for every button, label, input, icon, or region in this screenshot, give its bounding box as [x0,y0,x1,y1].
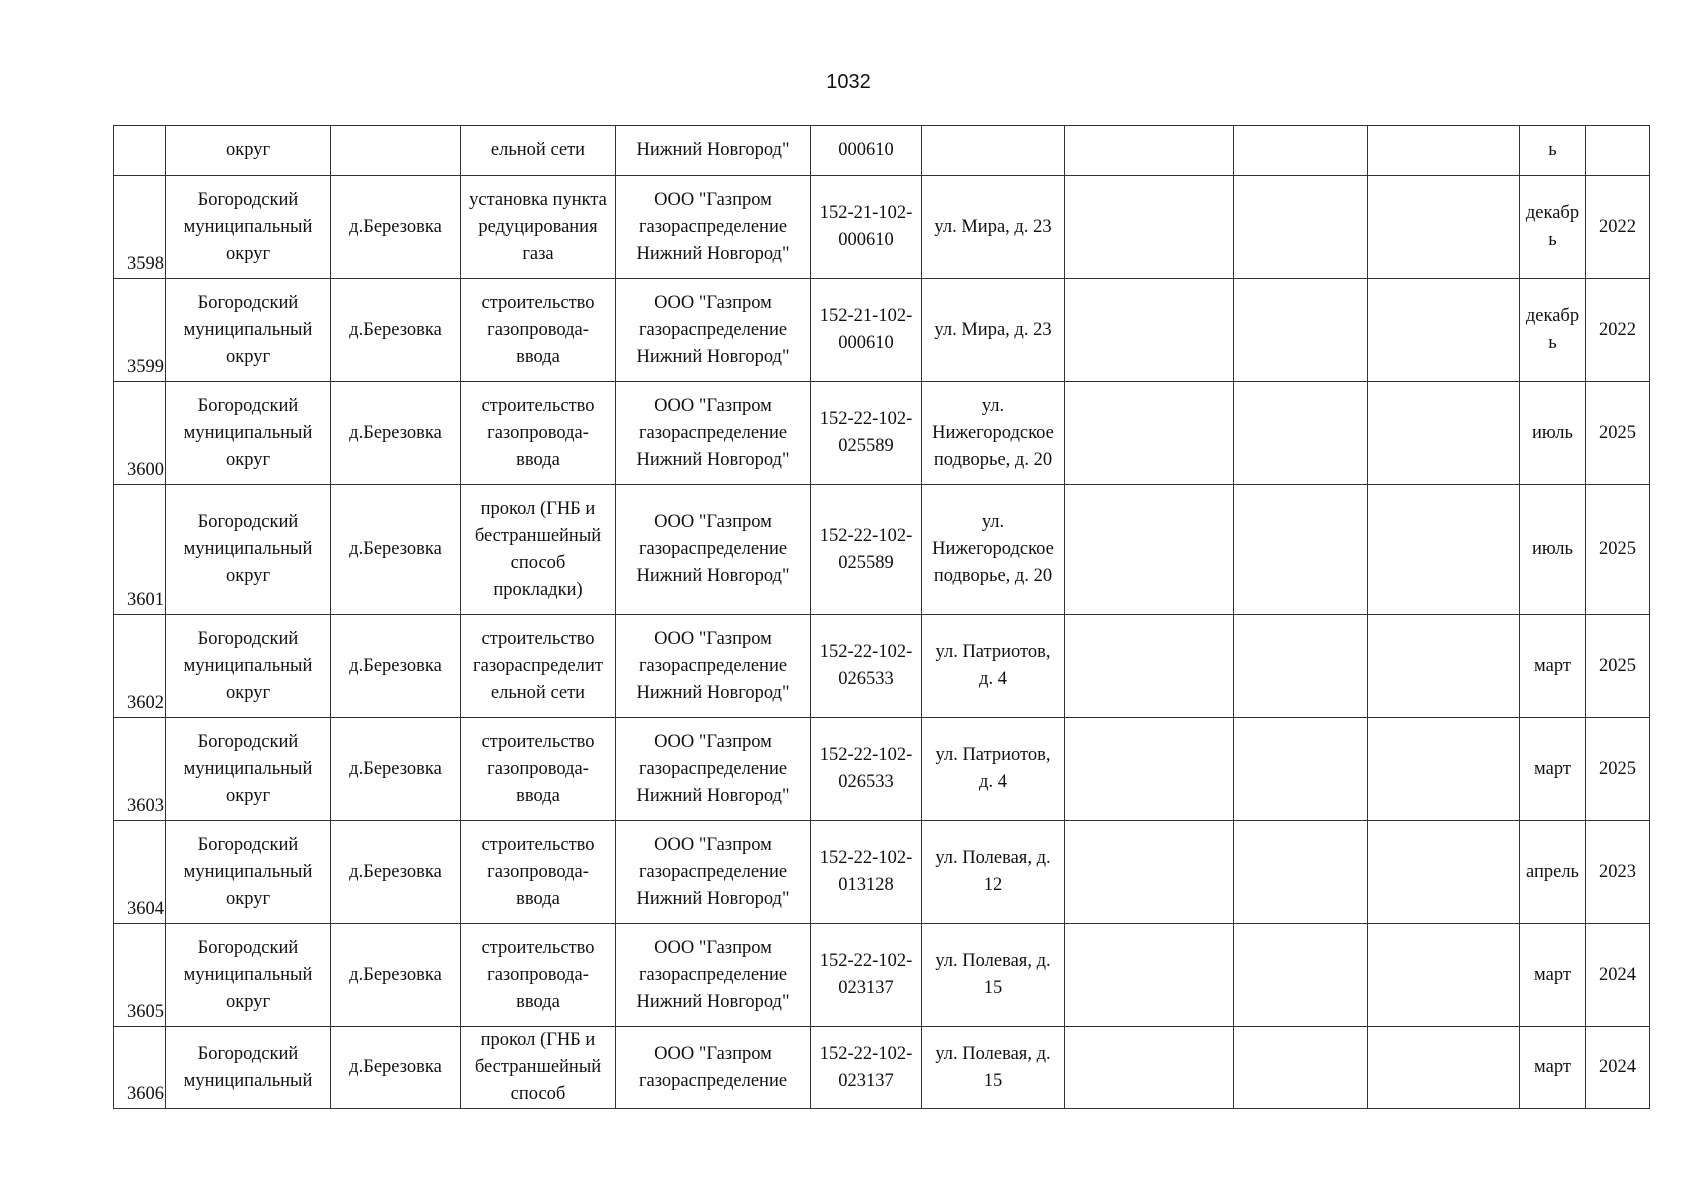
cell-year: 2023 [1586,821,1650,924]
cell-year: 2025 [1586,382,1650,485]
cell-empty [1065,924,1234,1027]
cell-year [1586,126,1650,176]
cell-organization: ООО "Газпром газораспределение Нижний Новгород" [616,821,811,924]
cell-address: ул. Полевая, д. 15 [922,924,1065,1027]
cell-empty [1234,821,1368,924]
cell-number: 3601 [114,485,166,615]
cell-organization: ООО "Газпром газораспределение Нижний Новгород" [616,485,811,615]
table-row-partial [114,126,1650,176]
cell-month: июль [1520,382,1586,485]
cell-district: Богородский муниципальный округ [166,924,331,1027]
cell-empty [1234,924,1368,1027]
cell-district: Богородский муниципальный округ [166,279,331,382]
cell-month: март [1520,718,1586,821]
cell-district: Богородский муниципальный округ [166,615,331,718]
cell-work: строительство газопровода- ввода [461,924,616,1027]
cell-empty [1065,615,1234,718]
cell-empty [1065,126,1234,176]
cell-settlement [331,126,461,176]
cell-month: декабр ь [1520,279,1586,382]
cell-empty [1234,485,1368,615]
cell-empty [1368,821,1520,924]
cell-district: Богородский муниципальный округ [166,176,331,279]
table-row [114,485,1650,615]
cell-settlement: д.Березовка [331,821,461,924]
cell-work: установка пункта редуцирования газа [461,176,616,279]
table-row [114,821,1650,924]
cell-empty [1368,126,1520,176]
cell-month: март [1520,615,1586,718]
cell-address: ул. Полевая, д. 12 [922,821,1065,924]
cell-organization: ООО "Газпром газораспределение Нижний Новгород" [616,176,811,279]
cell-settlement: д.Березовка [331,924,461,1027]
cell-address: ул. Нижегородское подворье, д. 20 [922,382,1065,485]
cell-address: ул. Полевая, д. 15 [922,1027,1065,1109]
table-row [114,718,1650,821]
cell-organization: ООО "Газпром газораспределение Нижний Новгород" [616,924,811,1027]
cell-address [922,126,1065,176]
cell-district: Богородский муниципальный округ [166,382,331,485]
cell-empty [1368,924,1520,1027]
cell-empty [1368,176,1520,279]
cell-empty [1234,615,1368,718]
cell-empty [1368,615,1520,718]
cell-code: 152-21-102- 000610 [811,279,922,382]
cell-organization: ООО "Газпром газораспределение [616,1027,811,1109]
cell-code: 152-22-102- 023137 [811,1027,922,1109]
cell-year: 2024 [1586,1027,1650,1109]
cell-settlement: д.Березовка [331,1027,461,1109]
cell-organization: Нижний Новгород" [616,126,811,176]
cell-empty [1234,279,1368,382]
cell-address: ул. Мира, д. 23 [922,279,1065,382]
cell-number: 3598 [114,176,166,279]
cell-settlement: д.Березовка [331,176,461,279]
cell-empty [1234,176,1368,279]
page-number: 1032 [826,71,871,93]
cell-number: 3602 [114,615,166,718]
cell-empty [1065,718,1234,821]
cell-district: Богородский муниципальный [166,1027,331,1109]
cell-year: 2024 [1586,924,1650,1027]
cell-work: строительство газопровода- ввода [461,279,616,382]
cell-empty [1065,176,1234,279]
cell-empty [1065,821,1234,924]
cell-empty [1368,1027,1520,1109]
cell-number: 3605 [114,924,166,1027]
cell-address: ул. Патриотов, д. 4 [922,615,1065,718]
cell-district: Богородский муниципальный округ [166,718,331,821]
cell-work: строительство газораспределит ельной сети [461,615,616,718]
cell-month: март [1520,924,1586,1027]
cell-organization: ООО "Газпром газораспределение Нижний Новгород" [616,615,811,718]
cell-code: 152-22-102- 025589 [811,485,922,615]
cell-address: ул. Мира, д. 23 [922,176,1065,279]
cell-month: ь [1520,126,1586,176]
cell-district: Богородский муниципальный округ [166,821,331,924]
cell-empty [1065,382,1234,485]
cell-year: 2025 [1586,615,1650,718]
table-row [114,382,1650,485]
table-row [114,924,1650,1027]
cell-work: строительство газопровода- ввода [461,718,616,821]
cell-month: март [1520,1027,1586,1109]
cell-empty [1065,279,1234,382]
cell-work: строительство газопровода- ввода [461,382,616,485]
cell-number: 3606 [114,1027,166,1109]
cell-work: строительство газопровода- ввода [461,821,616,924]
table-row [114,176,1650,279]
cell-settlement: д.Березовка [331,615,461,718]
cell-code: 152-22-102- 025589 [811,382,922,485]
cell-organization: ООО "Газпром газораспределение Нижний Новгород" [616,279,811,382]
cell-organization: ООО "Газпром газораспределение Нижний Новгород" [616,718,811,821]
cell-district: округ [166,126,331,176]
registry-table [113,125,1650,1109]
cell-organization: ООО "Газпром газораспределение Нижний Новгород" [616,382,811,485]
table-row [114,279,1650,382]
cell-address: ул. Патриотов, д. 4 [922,718,1065,821]
cell-empty [1234,126,1368,176]
cell-empty [1368,485,1520,615]
cell-work: ельной сети [461,126,616,176]
cell-empty [1368,382,1520,485]
table-body [114,126,1650,1109]
cell-month: апрель [1520,821,1586,924]
cell-code: 152-22-102- 023137 [811,924,922,1027]
cell-code: 152-22-102- 026533 [811,615,922,718]
cell-settlement: д.Березовка [331,718,461,821]
cell-code: 152-21-102- 000610 [811,176,922,279]
cell-month: июль [1520,485,1586,615]
cell-year: 2025 [1586,485,1650,615]
cell-empty [1234,382,1368,485]
cell-work: прокол (ГНБ и бестраншейный способ [461,1027,616,1109]
cell-empty [1234,1027,1368,1109]
cell-number: 3603 [114,718,166,821]
cell-empty [1368,718,1520,821]
cell-address: ул. Нижегородское подворье, д. 20 [922,485,1065,615]
cell-settlement: д.Березовка [331,279,461,382]
cell-settlement: д.Березовка [331,382,461,485]
cell-number [114,126,166,176]
cell-code: 152-22-102- 026533 [811,718,922,821]
cell-empty [1368,279,1520,382]
cell-month: декабр ь [1520,176,1586,279]
cell-year: 2022 [1586,279,1650,382]
cell-empty [1065,1027,1234,1109]
cell-work: прокол (ГНБ и бестраншейный способ прокладки) [461,485,616,615]
cell-code: 000610 [811,126,922,176]
cell-empty [1065,485,1234,615]
cell-number: 3599 [114,279,166,382]
cell-code: 152-22-102- 013128 [811,821,922,924]
cell-year: 2022 [1586,176,1650,279]
cell-number: 3604 [114,821,166,924]
cell-number: 3600 [114,382,166,485]
cell-year: 2025 [1586,718,1650,821]
table-row [114,615,1650,718]
cell-empty [1234,718,1368,821]
table-row [114,1027,1650,1109]
cell-settlement: д.Березовка [331,485,461,615]
cell-district: Богородский муниципальный округ [166,485,331,615]
